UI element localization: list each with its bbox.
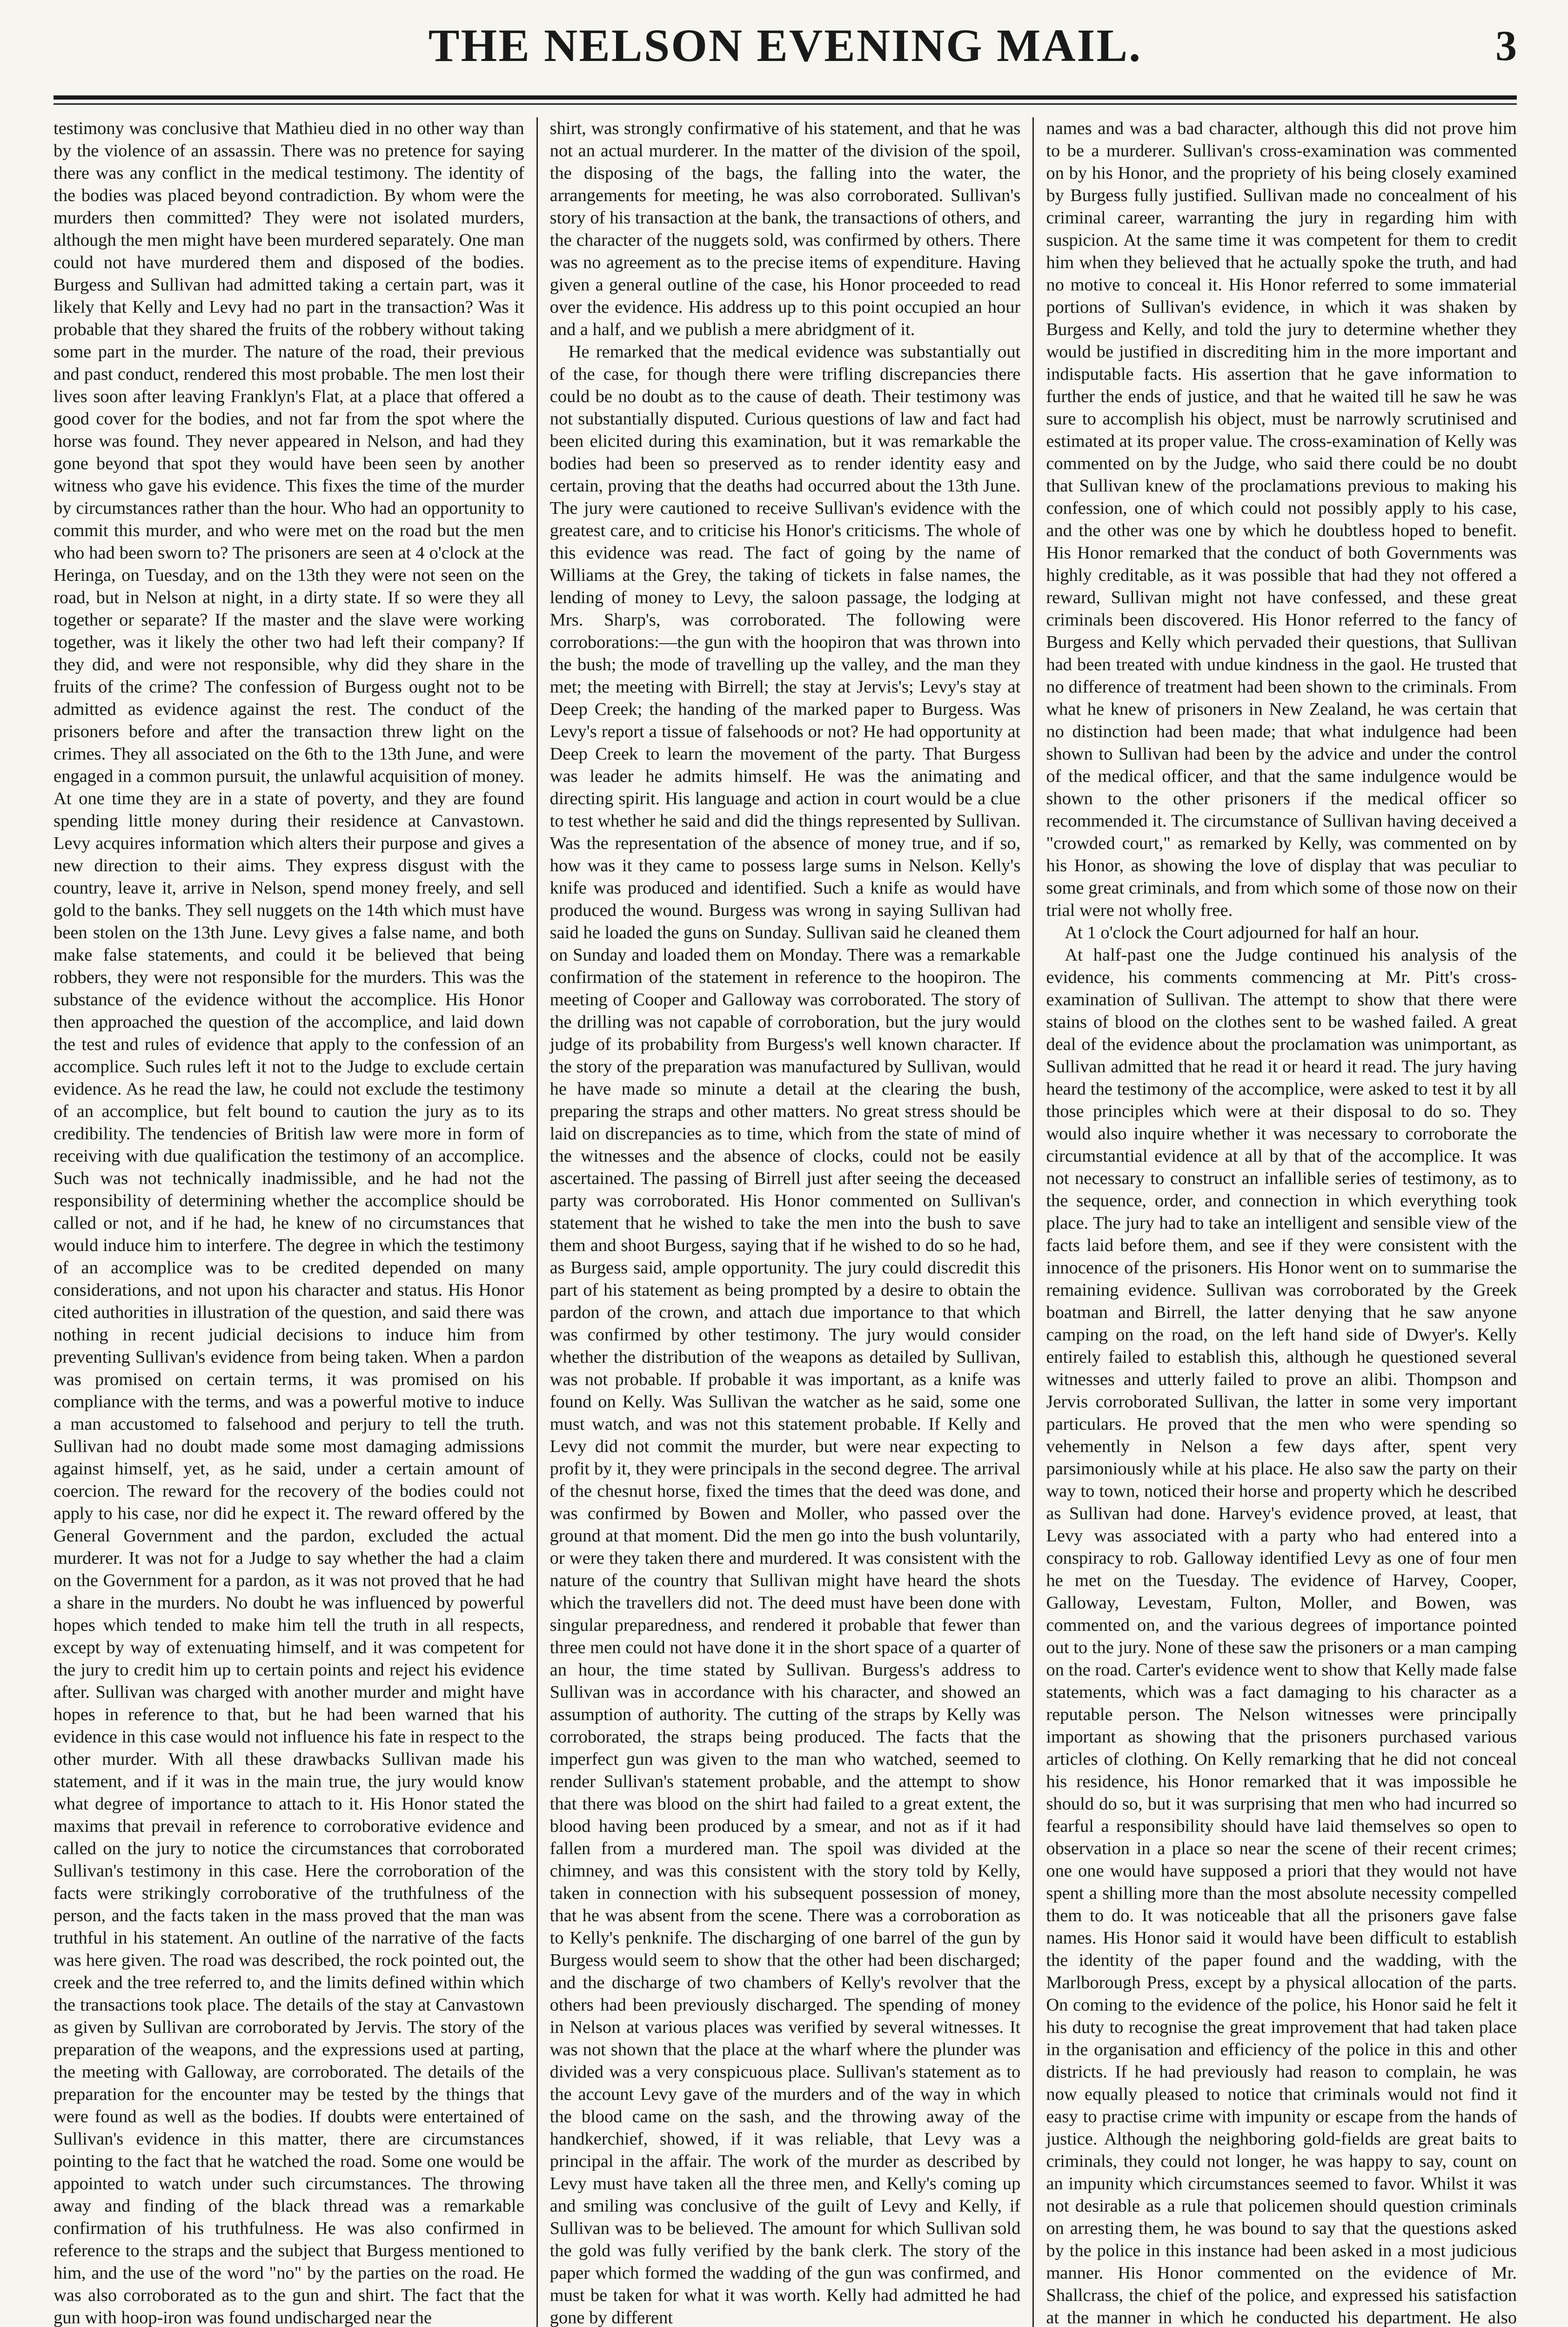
masthead-rule-thick	[54, 95, 1517, 100]
column-2	[538, 117, 1033, 2327]
column-2-paragraph-1: shirt, was strongly confirmative of his statement, and that he was not an actual murderer. In the matter of the division of the spoil, the disposing of the bags, the falling into the water, the arrangements for meeting, he was also corroborated. Sullivan's story of his transaction at the bank, the transactions of others, and the character of the nuggets sold, was confirmed by others. There was no agreement as to the precise items of expenditure. Having given a general outline of the case, his Honor proceeded to read over the evidence. His address up to this point occupied an hour and a half, and we publish a mere abridgment of it.	[549, 119, 1021, 339]
column-1-paragraph-1: testimony was conclusive that Mathieu died in no other way than by the violence of an assassin. There was no pretence for saying there was any conflict in the medical testimony. The identity of the bodies was placed beyond contradiction. By whom were the murders then committed? They were not isolated murders, although the men might have been murdered separately. One man could not have murdered them and disposed of the bodies. Burgess and Sullivan had admitted taking a certain part, was it likely that Kelly and Levy had no part in the transaction? Was it probable that they shared the fruits of the robbery without taking some part in the murder. The nature of the road, their previous and past conduct, rendered this most probable. The men lost their lives soon after leaving Franklyn's Flat, at a place that offered a good cover for the bodies, and not far from the spot where the horse was found. They never appeared in Nelson, and had they gone beyond that spot they would have been seen by another witness who gave his evidence. This fixes the time of the murder by circumstances rather than the hour. Who had an opportunity to commit this murder, and who were met on the road but the men who had been sworn to? The prisoners are seen at 4 o'clock at the Heringa, on Tuesday, and on the 13th they were not seen on the road, but in Nelson at night, in a dirty state. If so were they all together or separate? If the master and the slave were working together, was it likely the other two had left their company? If they did, and were not responsible, why did they share in the fruits of the crime? The confession of Burgess ought not to be admitted as evidence against the rest. The conduct of the prisoners before and after the transaction threw light on the crimes. They all associated on the 6th to the 13th June, and were engaged in a common pursuit, the unlawful acquisition of money. At one time they are in a state of poverty, and they are found spending little money during their residence at Canvastown. Levy acquires information which alters their purpose and gives a new direction to their aims. They express disgust with the country, leave it, arrive in Nelson, spend money freely, and sell gold to the banks. They sell nuggets on the 14th which must have been stolen on the 13th June. Levy gives a false name, and both make false statements, and could it be believed that being robbers, they were not responsible for the murders. This was the substance of the evidence without the accomplice. His Honor then approached the question of the accomplice, and laid down the test and rules of evidence that apply to the confession of an accomplice. Such rules left it not to the Judge to exclude certain evidence. As he read the law, he could not exclude the testimony of an accomplice, but felt bound to caution the jury as to its credibility. The tendencies of British law were more in form of receiving with due qualification the testimony of an accomplice. Such was not technically inadmissible, and he had not the responsibility of determining whether the accomplice should be called or not, and if he had, he knew of no circumstances that would induce him to interfere. The degree in which the testimony of an accomplice was to be credited depended on many considerations, and not upon his character and status. His Honor cited authorities in illustration of the question, and said there was nothing in recent judicial decisions to induce him from preventing Sullivan's evidence from being taken. When a pardon was promised on certain terms, it was promised on his compliance with the terms, and was a powerful motive to induce a man accustomed to falsehood and perjury to tell the truth. Sullivan had no doubt made some most damaging admissions against himself, yet, as he said, under a certain amount of coercion. The reward for the recovery of the bodies could not apply to his case, nor did he expect it. The reward offered by the General Government and the pardon, excluded the actual murderer. It was not for a Judge to say whether the had a claim on the Government for a pardon, as it was not proved that he had a share in the murders. No doubt he was influenced by powerful hopes which tended to make him tell the truth in all respects, except by way of extenuating himself, and it was competent for the jury to credit him up to certain points and reject his evidence after. Sullivan was charged with another murder and might have hopes in reference to that, but he had been warned that his evidence in this case would not influence his fate in respect to the other murder. With all these drawbacks Sullivan made his statement, and if it was in the main true, the jury would know what degree of importance to attach to it. His Honor stated the maxims that prevail in reference to corroborative evidence and called on the jury to notice the circumstances that corroborated Sullivan's testimony in this case. Here the corroboration of the facts were strikingly corroborative of the truthfulness of the person, and the facts taken in the mass proved that the man was truthful in his statement. An outline of the narrative of the facts was here given. The road was described, the rock pointed out, the creek and the tree referred to, and the limits defined within which the transactions took place. The details of the stay at Canvastown as given by Sullivan are corroborated by Jervis. The story of the preparation of the weapons, and the expressions used at parting, the meeting with Galloway, are corroborated. The details of the preparation for the encounter may be tested by the things that were found as well as the bodies. If doubts were entertained of Sullivan's evidence in this matter, there are circumstances pointing to the fact that he watched the road. Some one would be appointed to watch under such circumstances. The throwing away and finding of the black thread was a remarkable confirmation of his truthfulness. He was also confirmed in reference to the straps and the subject that Burgess mentioned to him, and the use of the word "no" by the parties on the road. He was also corroborated as to the gun and shirt. The fact that the gun with hoop-iron was found undischarged near the	[54, 119, 524, 2327]
column-2-paragraph-2: He remarked that the medical evidence was substantially out of the case, for though there were trifling discrepancies there could be no doubt as to the cause of death. Their testimony was not substantially disputed. Curious questions of law and fact had been elicited during this examination, but it was remarkable the bodies had been so preserved as to render identity easy and certain, proving that the deaths had occurred about the 13th June. The jury were cautioned to receive Sullivan's evidence with the greatest care, and to criticise his Honor's criticisms. The whole of this evidence was read. The fact of going by the name of Williams at the Grey, the taking of tickets in false names, the lending of money to Levy, the saloon passage, the lodging at Mrs. Sharp's, was corroborated. The following were corroborations:—the gun with the hoopiron that was thrown into the bush; the mode of travelling up the valley, and the man they met; the meeting with Birrell; the stay at Jervis's; Levy's stay at Deep Creek; the handing of the marked paper to Burgess. Was Levy's report a tissue of falsehoods or not? He had opportunity at Deep Creek to learn the movement of the party. That Burgess was leader he admits himself. He was the animating and directing spirit. His language and action in court would be a clue to test whether he said and did the things represented by Sullivan. Was the representation of the absence of money true, and if so, how was it they came to possess large sums in Nelson. Kelly's knife was produced and identified. Such a knife as would have produced the wound. Burgess was wrong in saying Sullivan had said he loaded the guns on Sunday. Sullivan said he cleaned them on Sunday and loaded them on Monday. There was a remarkable confirmation of the statement in reference to the hoopiron. The meeting of Cooper and Galloway was corroborated. The story of the drilling was not capable of corroboration, but the jury would judge of its probability from Burgess's well known character. If the story of the preparation was manufactured by Sullivan, would he have made so minute a detail at the clearing the bush, preparing the straps and other matters. No great stress should be laid on discrepancies as to time, which from the state of mind of the witnesses and the absence of clocks, could not be easily ascertained. The passing of Birrell just after seeing the deceased party was corroborated. His Honor commented on Sullivan's statement that he wished to take the men into the bush to save them and shoot Burgess, saying that if he wished to do so he had, as Burgess said, ample opportunity. The jury could discredit this part of his statement as being prompted by a desire to obtain the pardon of the crown, and attach due importance to that which was confirmed by other testimony. The jury would consider whether the distribution of the weapons as detailed by Sullivan, was not probable. If probable it was important, as a knife was found on Kelly. Was Sullivan the watcher as he said, some one must watch, and was not this statement probable. If Kelly and Levy did not commit the murder, but were near expecting to profit by it, they were principals in the second degree. The arrival of the chesnut horse, fixed the times that the deed was done, and was confirmed by Bowen and Moller, who passed over the ground at that moment. Did the men go into the bush voluntarily, or were they taken there and murdered. It was consistent with the nature of the country that Sullivan might have heard the shots which the travellers did not. The deed must have been done with singular preparedness, and rendered it probable that fewer than three men could not have done it in the short space of a quarter of an hour, the time stated by Sullivan. Burgess's address to Sullivan was in accordance with his character, and showed an assumption of authority. The cutting of the straps by Kelly was corroborated, the straps being produced. The facts that the imperfect gun was given to the man who watched, seemed to render Sullivan's statement probable, and the attempt to show that there was blood on the shirt had failed to a great extent, the blood having been produced by a smear, and not as if it had fallen from a murdered man. The spoil was divided at the chimney, and was this consistent with the story told by Kelly, taken in connection with his subsequent possession of money, that he was absent from the scene. There was a corroboration as to Kelly's penknife. The discharging of one barrel of the gun by Burgess would seem to show that the other had been discharged; and the discharge of two chambers of Kelly's revolver that the others had been previously discharged. The spending of money in Nelson at various places was verified by several witnesses. It was not shown that the place at the wharf where the plunder was divided was a very conspicuous place. Sullivan's statement as to the account Levy gave of the murders and of the way in which the blood came on the sash, and the throwing away of the handkerchief, showed, if it was reliable, that Levy was a principal in the affair. The work of the murder as described by Levy must have taken all the three men, and Kelly's coming up and smiling was conclusive of the guilt of Levy and Kelly, if Sullivan was to be believed. The amount for which Sullivan sold the gold was fully verified by the bank clerk. The story of the paper which formed the wadding of the gun was confirmed, and must be taken for what it was worth. Kelly had admitted he had gone by different	[549, 342, 1021, 2327]
masthead	[54, 0, 1517, 112]
column-3-paragraph-2: At 1 o'clock the Court adjourned for half an hour.	[1065, 923, 1420, 942]
column-3-paragraph-1: names and was a bad character, although this did not prove him to be a murderer. Sullivan's cross-examination was commented on by his Honor, and the propriety of his being closely examined by Burgess fully justified. Sullivan made no concealment of his criminal career, warranting the jury in regarding him with suspicion. At the same time it was competent for them to credit him when they believed that he actually spoke the truth, and had no motive to conceal it. His Honor referred to some immaterial portions of Sullivan's evidence, in which it was shaken by Burgess and Kelly, and told the jury to determine whether they would be justified in discrediting him in the more important and indisputable facts. His assertion that he gave information to further the ends of justice, and that he waited till he saw he was sure to accomplish his object, must be narrowly scrutinised and estimated at its proper value. The cross-examination of Kelly was commented on by the Judge, who said there could be no doubt that Sullivan knew of the proclamations previous to making his confession, one of which could not possibly apply to his case, and the other was one by which he doubtless hoped to benefit. His Honor remarked that the conduct of both Governments was highly creditable, as it was possible that had they not offered a reward, Sullivan might not have confessed, and these great criminals been discovered. His Honor referred to the fancy of Burgess and Kelly which pervaded their questions, that Sullivan had been treated with undue kindness in the gaol. He trusted that no difference of treatment had been shown to the criminals. From what he knew of prisoners in New Zealand, he was certain that no distinction had been made; that what indulgence had been shown to Sullivan had been by the advice and under the control of the medical officer, and that the same indulgence would be shown to the other prisoners if the medical officer so recommended it. The circumstance of Sullivan having deceived a "crowded court," as remarked by Kelly, was commented on by his Honor, as showing the love of display that was peculiar to some great criminals, and from which some of those now on their trial were not wholly free.	[1046, 119, 1517, 920]
article-columns	[54, 117, 1517, 2327]
column-3-paragraph-3: At half-past one the Judge continued his analysis of the evidence, his comments commencing at Mr. Pitt's cross-examination of Sullivan. The attempt to show that there were stains of blood on the clothes sent to be washed failed. A great deal of the evidence about the proclamation was unimportant, as Sullivan admitted that he read it or heard it read. The jury having heard the testimony of the accomplice, were asked to test it by all those principles which were at their disposal to do so. They would also inquire whether it was necessary to corroborate the circumstantial evidence at all by that of the accomplice. It was not necessary to construct an infallible series of testimony, as to the sequence, order, and connection in which everything took place. The jury had to take an intelligent and sensible view of the facts laid before them, and see if they were consistent with the innocence of the prisoners. His Honor went on to summarise the remaining evidence. Sullivan was corroborated by the Greek boatman and Birrell, the latter denying that he saw anyone camping on the road, on the left hand side of Dwyer's. Kelly entirely failed to establish this, although he questioned several witnesses and utterly failed to prove an alibi. Thompson and Jervis corroborated Sullivan, the latter in some very important particulars. He proved that the men who were spending so vehemently in Nelson a few days after, spent very parsimoniously while at his place. He also saw the party on their way to town, noticed their horse and property which he described as Sullivan had done. Harvey's evidence proved, at least, that Levy was associated with a party who had entered into a conspiracy to rob. Galloway identified Levy as one of four men he met on the Tuesday. The evidence of Harvey, Cooper, Galloway, Levestam, Fulton, Moller, and Bowen, was commented on, and the various degrees of importance pointed out to the jury. None of these saw the prisoners or a man camping on the road. Carter's evidence went to show that Kelly made false statements, which was a fact damaging to his character as a reputable person. The Nelson witnesses were principally important as showing that the prisoners purchased various articles of clothing. On Kelly remarking that he did not conceal his residence, his Honor remarked that it was impossible he should do so, but it was surprising that men who had incurred so fearful a responsibility should have laid themselves so open to observation in a place so near the scene of their recent crimes; one one would have supposed a priori that they would not have spent a shilling more than the most absolute necessity compelled them to do. It was noticeable that all the prisoners gave false names. His Honor said it would have been difficult to establish the identity of the paper found and the wadding, with the Marlborough Press, except by a physical allocation of the parts. On coming to the evidence of the police, his Honor said he felt it his duty to recognise the great improvement that had taken place in the organisation and efficiency of the police in this and other districts. If he had previously had reason to complain, he was now equally pleased to notice that criminals would not find it easy to practise crime with impunity or escape from the hands of justice. Although the neighboring gold-fields are great baits to criminals, they could not longer, he was happy to say, count on an impunity which circumstances seemed to favor. Whilst it was not desirable as a rule that policemen should question criminals on arresting them, he was bound to say that the questions asked by the police in this instance had been asked in a most judicious manner. His Honor commented on the evidence of Mr. Shallcrass, the chief of the police, and expressed his satisfaction at the manner in which he conducted his department. He also	[1046, 945, 1517, 2327]
column-1	[54, 117, 536, 2327]
column-3	[1034, 117, 1517, 2327]
page-number: 3	[1495, 22, 1517, 69]
masthead-rule-thin	[54, 103, 1517, 105]
newspaper-title: THE NELSON EVENING MAIL.	[428, 20, 1142, 71]
